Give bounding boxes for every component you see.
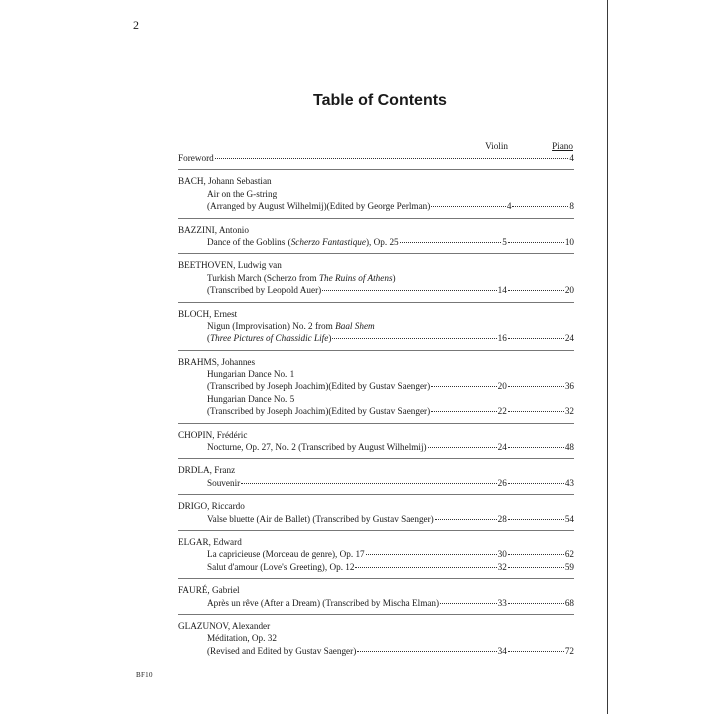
work-title-part: Turkish March (Scherzo from (207, 272, 319, 283)
work-row (178, 393, 574, 405)
work-title: (Arranged by August Wilhelmij)(Edited by George Perlman) (207, 201, 431, 212)
dot-leader (440, 603, 497, 604)
dot-leader (241, 483, 496, 484)
dot-leader (508, 338, 564, 339)
violin-page: 28 (497, 513, 507, 524)
work-title: Air on the G-string (207, 188, 278, 199)
work-row (178, 513, 574, 525)
dot-leader (431, 411, 496, 412)
work-title-part: ) (392, 272, 396, 283)
section-divider (178, 350, 574, 351)
composer-entry (178, 175, 574, 212)
work-title: Hungarian Dance No. 1 (207, 369, 295, 380)
composer-name: GLAZUNOV, Alexander (178, 620, 271, 631)
dot-leader (322, 290, 496, 291)
violin-page: 26 (497, 477, 507, 488)
dot-leader (512, 206, 568, 207)
work-row (178, 561, 574, 573)
work-row (178, 632, 574, 644)
section-divider (178, 302, 574, 303)
dot-leader (332, 338, 496, 339)
dot-leader (435, 519, 497, 520)
dot-leader (508, 554, 564, 555)
page-title: Table of Contents (313, 92, 447, 109)
work-title: Souvenir (207, 477, 241, 488)
composer-name: BEETHOVEN, Ludwig van (178, 260, 282, 271)
work-title: Nocturne, Op. 27, No. 2 (Transcribed by August Wilhelmij) (207, 442, 427, 453)
section-divider (178, 494, 574, 495)
composer-name: BRAHMS, Johannes (178, 356, 256, 367)
composer-entry (178, 356, 574, 418)
section-divider (178, 530, 574, 531)
work-row (178, 368, 574, 380)
section-divider (178, 458, 574, 459)
work-row (178, 200, 574, 212)
work-title-italic: Three Pictures of Chassidic Life (210, 333, 329, 344)
piano-page: 72 (564, 645, 574, 656)
foreword-label: Foreword (178, 153, 214, 163)
work-title: Valse bluette (Air de Ballet) (Transcribed by Gustav Saenger) (207, 513, 434, 524)
composer-entry (178, 464, 574, 489)
composer-name: DRIGO, Riccardo (178, 501, 245, 512)
piano-page: 10 (564, 236, 574, 247)
dot-leader (428, 447, 497, 448)
violin-page: 34 (497, 645, 507, 656)
composer-name: FAURÉ, Gabriel (178, 585, 240, 596)
piano-page: 24 (564, 333, 574, 344)
violin-page: 4 (506, 201, 512, 212)
dot-leader (508, 603, 564, 604)
violin-page: 32 (497, 561, 507, 572)
foreword-row (178, 152, 574, 164)
piano-page: 4 (569, 153, 574, 163)
dot-leader (508, 290, 564, 291)
work-title: (Revised and Edited by Gustav Saenger) (207, 645, 357, 656)
dot-leader (355, 567, 496, 568)
composer-name: BLOCH, Ernest (178, 308, 238, 319)
piano-page: 8 (569, 201, 574, 212)
section-divider (178, 218, 574, 219)
work-row (178, 405, 574, 417)
composer-entry (178, 620, 574, 657)
work-row (178, 645, 574, 657)
dot-leader (366, 554, 497, 555)
table-of-contents (178, 140, 574, 657)
violin-page: 14 (497, 285, 507, 296)
work-title-italic: The Ruins of Athens (318, 272, 393, 283)
work-title-part: ), Op. 25 (365, 236, 399, 247)
work-title-part: Nigun (Improvisation) No. 2 from (207, 320, 336, 331)
work-row (178, 284, 574, 296)
piano-page: 32 (564, 406, 574, 417)
violin-page: 5 (502, 236, 507, 247)
work-row (178, 441, 574, 453)
violin-page: 24 (497, 442, 507, 453)
work-title: Salut d'amour (Love's Greeting), Op. 12 (207, 561, 355, 572)
composer-entry (178, 500, 574, 525)
work-title: (Transcribed by Joseph Joachim)(Edited by Gustav Saenger) (207, 381, 431, 392)
work-title: (Transcribed by Leopold Auer) (207, 285, 322, 296)
work-row (178, 548, 574, 560)
violin-page: 16 (497, 333, 507, 344)
violin-column-header: Violin (485, 141, 508, 151)
column-headers (178, 140, 574, 152)
work-row (178, 477, 574, 489)
composer-entry (178, 429, 574, 454)
work-title: La capricieuse (Morceau de genre), Op. 17 (207, 549, 365, 560)
work-title (207, 332, 331, 344)
work-title: Après un rêve (After a Dream) (Transcribed by Mischa Elman) (207, 597, 440, 608)
piano-page: 36 (564, 381, 574, 392)
composer-name: CHOPIN, Frédéric (178, 429, 248, 440)
work-title: Méditation, Op. 32 (207, 633, 277, 644)
work-title-italic: Baal Shem (335, 320, 375, 331)
dot-leader (431, 206, 506, 207)
dot-leader (508, 567, 564, 568)
dot-leader (215, 158, 569, 159)
composer-entry (178, 259, 574, 296)
piano-page: 48 (564, 442, 574, 453)
composer-name: BAZZINI, Antonio (178, 224, 249, 235)
composer-entry (178, 584, 574, 609)
section-divider (178, 253, 574, 254)
dot-leader (508, 483, 564, 484)
work-row (178, 236, 574, 248)
work-title-part: ( (207, 333, 211, 344)
section-divider (178, 578, 574, 579)
composer-entries (178, 169, 574, 657)
composer-name: DRDLA, Franz (178, 465, 236, 476)
dot-leader (431, 386, 496, 387)
work-title (207, 320, 375, 332)
composer-entry (178, 308, 574, 345)
work-title-part: Dance of the Goblins ( (207, 236, 291, 247)
work-title: (Transcribed by Joseph Joachim)(Edited by Gustav Saenger) (207, 406, 431, 417)
dot-leader (508, 386, 564, 387)
dot-leader (357, 651, 496, 652)
violin-page: 30 (497, 549, 507, 560)
section-divider (178, 169, 574, 170)
work-row (178, 272, 574, 284)
dot-leader (508, 411, 564, 412)
violin-page: 20 (497, 381, 507, 392)
work-row (178, 188, 574, 200)
section-divider (178, 423, 574, 424)
dot-leader (508, 242, 564, 243)
dot-leader (508, 519, 564, 520)
work-title (207, 236, 399, 248)
footer-code: BF10 (136, 671, 153, 679)
dot-leader (508, 651, 564, 652)
work-row (178, 597, 574, 609)
section-divider (178, 614, 574, 615)
piano-page: 43 (564, 477, 574, 488)
work-title (207, 272, 396, 284)
work-row (178, 320, 574, 332)
violin-page: 33 (497, 597, 507, 608)
piano-column-header: Piano (552, 141, 573, 151)
piano-page: 68 (564, 597, 574, 608)
work-row (178, 332, 574, 344)
page-number: 2 (133, 18, 139, 32)
piano-page: 20 (564, 285, 574, 296)
dot-leader (400, 242, 502, 243)
work-row (178, 380, 574, 392)
composer-entry (178, 536, 574, 573)
page-edge-line (607, 0, 608, 714)
composer-name: BACH, Johann Sebastian (178, 176, 272, 187)
composer-entry (178, 224, 574, 249)
work-title: Hungarian Dance No. 5 (207, 393, 295, 404)
piano-page: 59 (564, 561, 574, 572)
piano-page: 62 (564, 549, 574, 560)
composer-name: ELGAR, Edward (178, 536, 242, 547)
work-title-italic: Scherzo Fantastique (290, 236, 366, 247)
piano-page: 54 (564, 513, 574, 524)
dot-leader (508, 447, 564, 448)
violin-page: 22 (497, 406, 507, 417)
work-title-part: ) (328, 333, 332, 344)
